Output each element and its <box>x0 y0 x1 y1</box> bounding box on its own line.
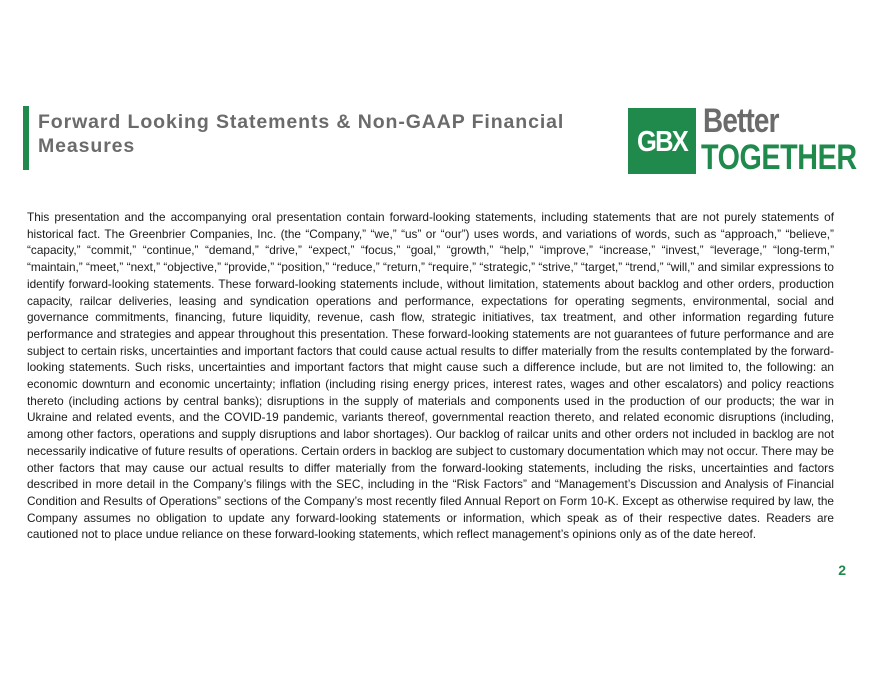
page-title: Forward Looking Statements & Non-GAAP Financial Measures <box>38 111 565 157</box>
disclaimer-paragraph: This presentation and the accompanying oral presentation contain forward-looking statements, including statements that are not purely statements of historical fact. The Greenbrier Companies, Inc. (the “Company,” “we,” “us” or “our”) uses words, and variations of words, such as “approach,” “believe,” “capacity,” “commit,” “continue,” “demand,” “drive,” “expect,” “focus,” “goal,” “growth,” “help,” “improve,” “increase,” “invest,” “leverage,” “long-term,” “maintain,” “meet,” “next,” “objective,” “provide,” “position,” “reduce,” “return,” “require,” “strategic,” “strive,” “target,” “trend,” “will,” and similar expressions to identify forward-looking statements. These forward-looking statements include, without limitation, statements about backlog and other orders, production capacity, railcar deliveries, leasing and syndication operations and performance, expectations for operating segments, environmental, social and governance commitments, financing, future liquidity, revenue, cash flow, strategic initiatives, tax treatment, and other information regarding future performance and strategies and appear throughout this presentation. These forward-looking statements are not guarantees of future performance and are subject to certain risks, uncertainties and important factors that could cause actual results to differ materially from the results contemplated by the forward-looking statements. Such risks, uncertainties and important factors that might cause such a difference include, but are not limited to, the following: an economic downturn and economic uncertainty; inflation (including rising energy prices, interest rates, wages and other escalators) and policy reactions thereto (including actions by central banks); disruptions in the supply of materials and components used in the production of our products; the war in Ukraine and related events, and the COVID-19 pandemic, variants thereof, governmental reaction thereto, and related economic disruptions (including, among other factors, operations and supply disruptions and labor shortages). Our backlog of railcar units and other orders not included in backlog are not necessarily indicative of future results of operations. Certain orders in backlog are subject to customary documentation which may not occur. There may be other factors that may cause our actual results to differ materially from the forward-looking statements, including the risks, uncertainties and factors described in more detail in the Company’s filings with the SEC, including in the “Risk Factors” and “Management’s Discussion and Analysis of Financial Condition and Results of Operations” sections of the Company’s most recently filed Annual Report on Form 10-K. Except as otherwise required by law, the Company assumes no obligation to update any forward-looking statements or information, which speak as of their respective dates. Readers are cautioned not to place undue reliance on these forward-looking statements, which reflect management’s opinions only as of the date hereof. <box>27 210 834 542</box>
title-accent-bar <box>23 106 29 170</box>
logo-mark-box <box>628 108 696 174</box>
logo-mark-text: GBX <box>636 126 688 158</box>
logo-tagline-line2: TOGETHER <box>701 138 857 177</box>
logo-tagline-line1: Better <box>703 102 779 140</box>
company-logo <box>628 102 860 177</box>
page-number: 2 <box>838 562 846 578</box>
